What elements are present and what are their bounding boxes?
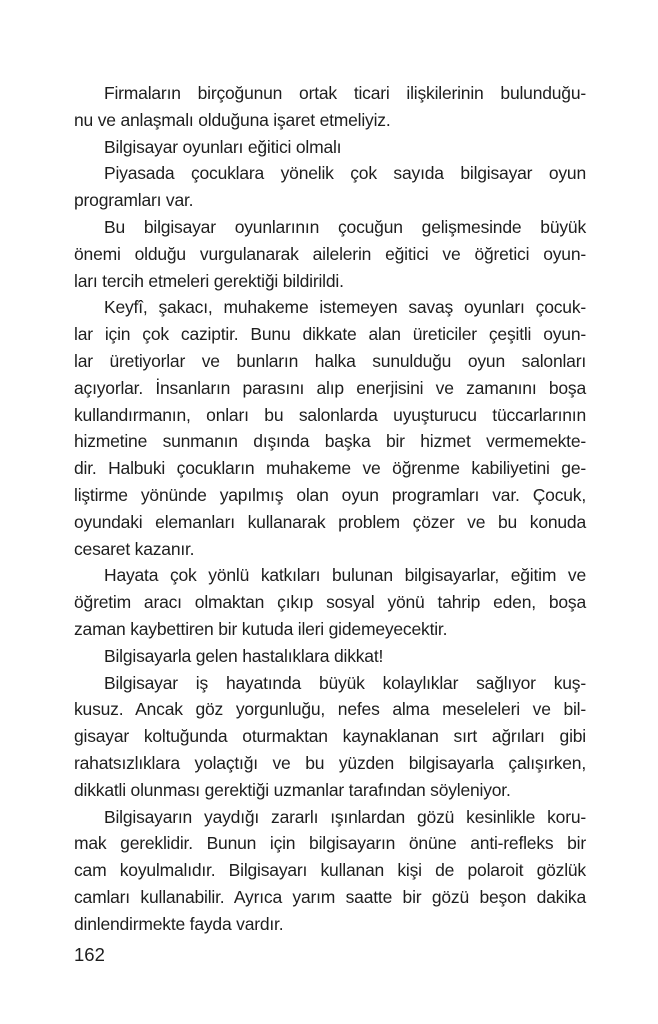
text-line: dinlendirmekte fayda vardır.	[74, 913, 284, 934]
text-line: Piyasada çocuklara yönelik çok sayıda bilgisayar oyun	[104, 163, 586, 184]
paragraph	[74, 160, 586, 214]
text-line: lar için çok caziptir. Bunu dikkate alan üreticiler çeşitli oyun-	[74, 324, 586, 345]
text-line: Bilgisayarla gelen hastalıklara dikkat!	[104, 645, 384, 666]
text-line: nu ve anlaşmalı olduğuna işaret etmeliyiz.	[74, 109, 391, 130]
text-line: lar üretiyorlar ve bunların halka sunulduğu oyun salonları	[74, 350, 586, 371]
text-line: zaman kaybettiren bir kutuda ileri gidemeyecektir.	[74, 618, 448, 639]
text-line: Bilgisayar oyunları eğitici olmalı	[104, 136, 342, 157]
text-line: liştirme yönünde yapılmış olan oyun programları var. Çocuk,	[74, 484, 586, 505]
paragraph	[74, 670, 586, 804]
text-line: Hayata çok yönlü katkıları bulunan bilgisayarlar, eğitim ve	[104, 565, 586, 586]
text-line: önemi olduğu vurgulanarak ailelerin eğitici ve öğretici oyun-	[74, 243, 586, 264]
text-line: öğretim aracı olmaktan çıkıp sosyal yönü tahrip eden, boşa	[74, 592, 586, 613]
paragraph	[74, 804, 586, 938]
text-line: dir. Halbuki çocukların muhakeme ve öğrenme kabiliyetini ge-	[74, 458, 586, 479]
paragraph	[74, 562, 586, 642]
paragraph	[74, 214, 586, 294]
text-line: Bilgisayar iş hayatında büyük kolaylıklar sağlıyor kuş-	[104, 672, 586, 693]
page-number: 162	[74, 944, 105, 965]
text-line: programları var.	[74, 190, 194, 211]
page-text	[74, 80, 586, 938]
text-line: Keyfî, şakacı, muhakeme istemeyen savaş oyunları çocuk-	[104, 297, 586, 318]
text-line: Firmaların birçoğunun ortak ticari ilişkilerinin bulunduğu-	[104, 83, 586, 103]
text-line: cesaret kazanır.	[74, 538, 195, 559]
text-line: rahatsızlıklara yolaçtığı ve bu yüzden bilgisayarla çalışırken,	[74, 752, 586, 773]
text-line: açıyorlar. İnsanların parasını alıp enerjisini ve zamanını boşa	[74, 377, 586, 398]
paragraph	[74, 80, 586, 134]
text-line: oyundaki elemanları kullanarak problem çözer ve bu konuda	[74, 511, 586, 532]
paragraph	[74, 643, 586, 670]
text-line: kullandırmanın, onları bu salonlarda uyuşturucu tüccarlarının	[74, 404, 586, 425]
paragraph	[74, 294, 586, 562]
text-line: hizmetine sunmanın dışında başka bir hizmet vermemekte-	[74, 431, 586, 452]
text-line: kusuz. Ancak göz yorgunluğu, nefes alma meseleleri ve bil-	[74, 699, 586, 720]
text-line: mak gereklidir. Bunun için bilgisayarın önüne anti-refleks bir	[74, 833, 586, 854]
text-line: camları kullanabilir. Ayrıca yarım saatte bir gözü beşon dakika	[74, 886, 586, 907]
text-line: Bu bilgisayar oyunlarının çocuğun gelişmesinde büyük	[104, 216, 586, 237]
paragraph	[74, 134, 586, 161]
text-line: Bilgisayarın yaydığı zararlı ışınlardan gözü kesinlikle koru-	[104, 806, 586, 827]
text-line: gisayar koltuğunda oturmaktan kaynaklanan sırt ağrıları gibi	[74, 726, 586, 747]
text-line: dikkatli olunması gerektiği uzmanlar tarafından söyleniyor.	[74, 779, 511, 800]
text-line: ları tercih etmeleri gerektiği bildirildi.	[74, 270, 344, 291]
text-line: cam koyulmalıdır. Bilgisayarı kullanan kişi de polaroit gözlük	[74, 860, 586, 881]
